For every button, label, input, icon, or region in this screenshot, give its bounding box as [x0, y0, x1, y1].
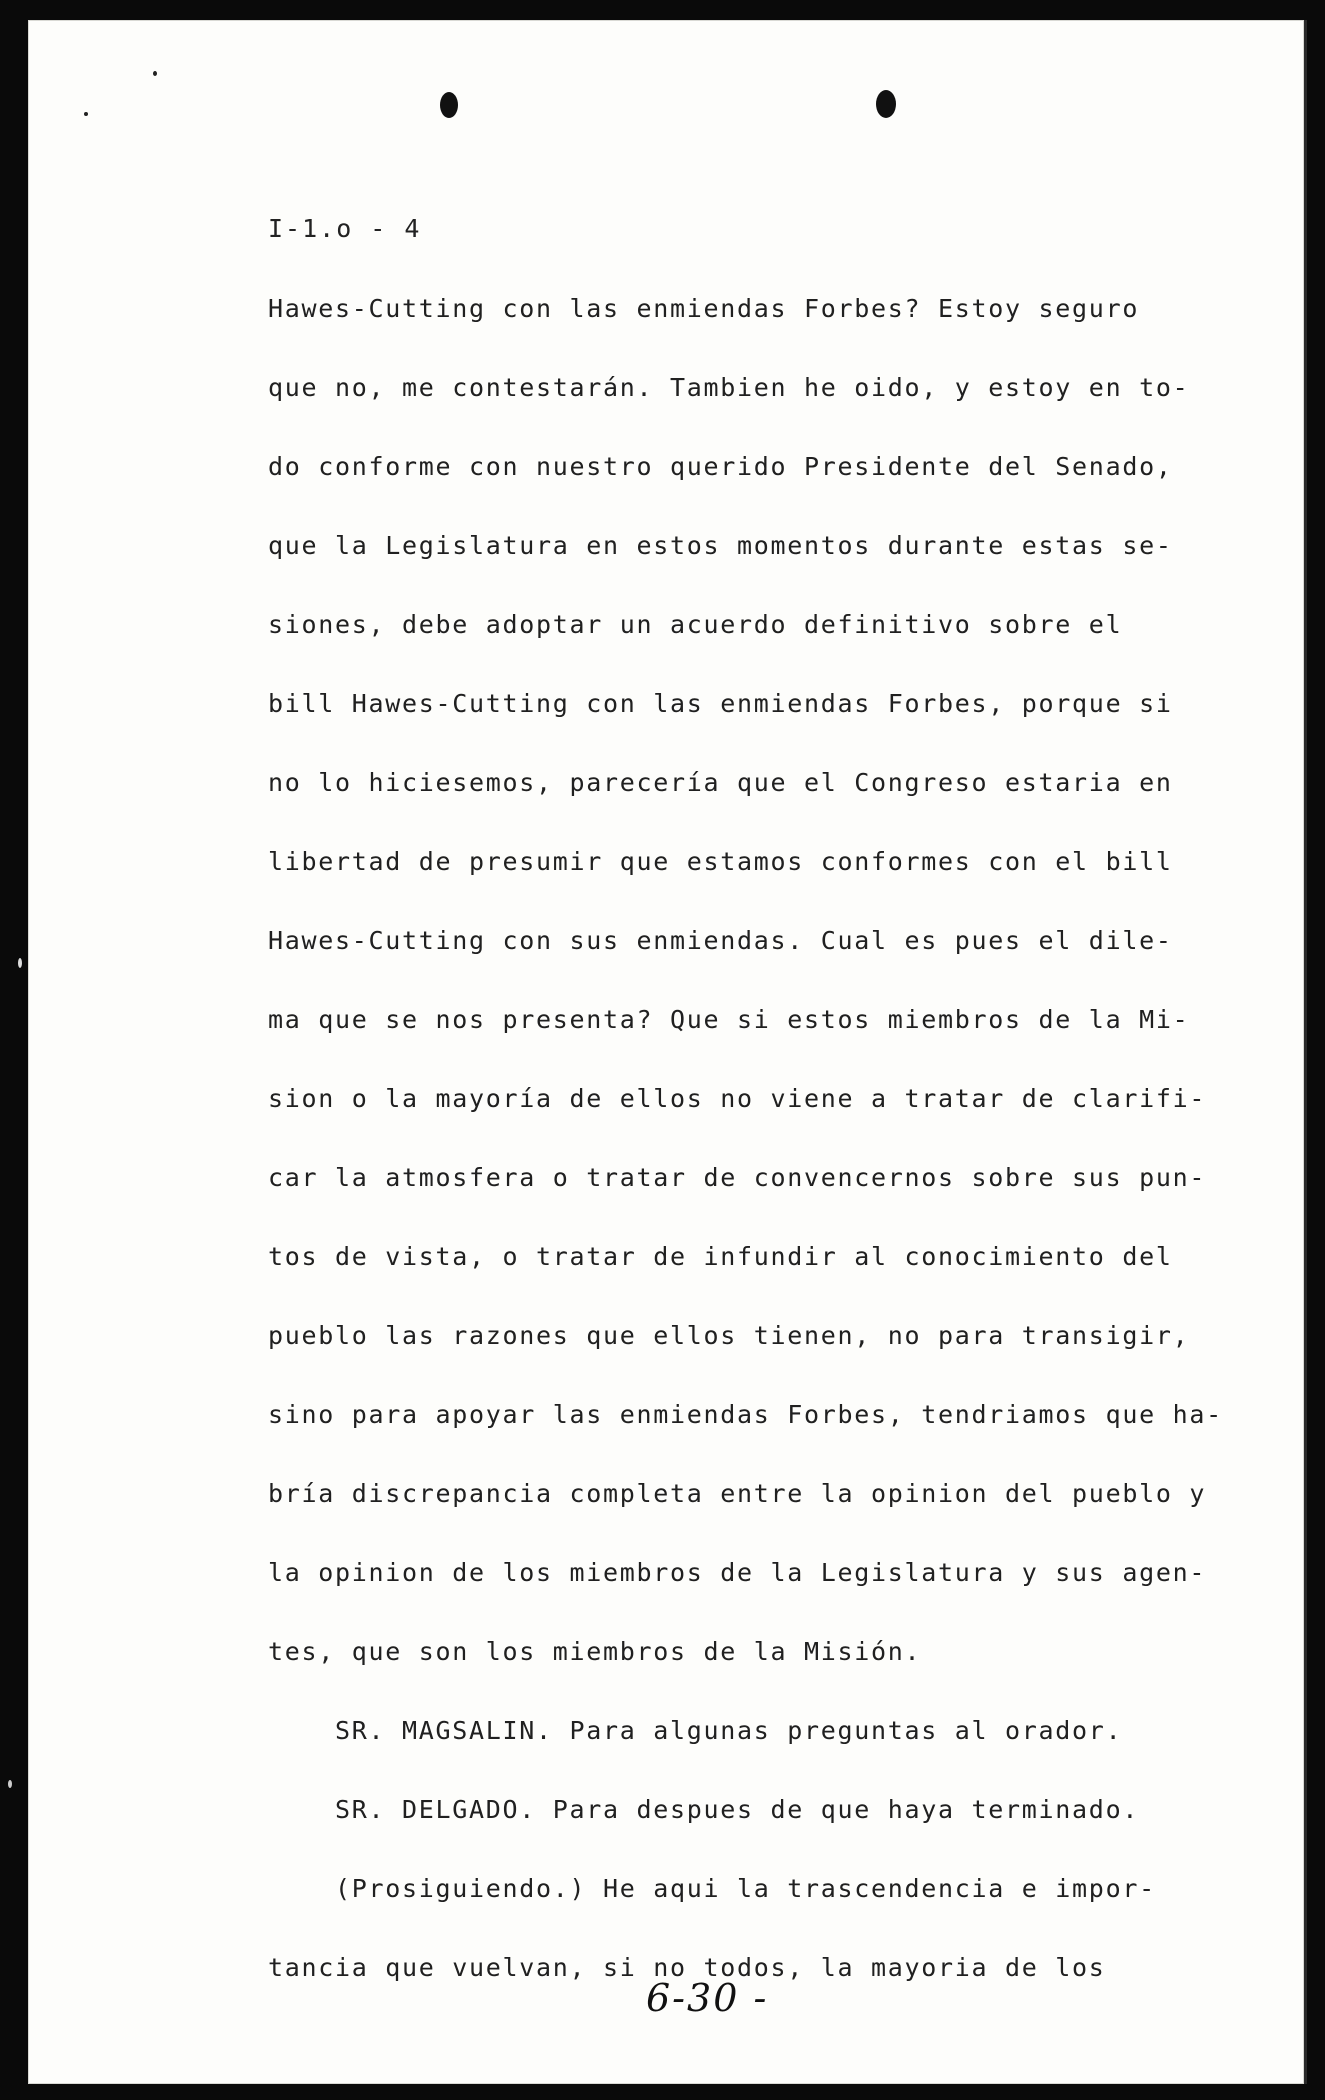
text-line: tancia que vuelvan, si no todos, la mayoria de los: [268, 1953, 1106, 1982]
text-line: no lo hiciesemos, parecería que el Congreso estaria en: [268, 768, 1173, 797]
text-line: Hawes-Cutting con sus enmiendas. Cual es pues el dile-: [268, 926, 1173, 955]
document-reference: I-1.o - 4: [268, 214, 422, 243]
page-edge-shadow: [1304, 20, 1307, 2084]
text-line: tos de vista, o tratar de infundir al conocimiento del: [268, 1242, 1173, 1271]
text-line: pueblo las razones que ellos tienen, no para transigir,: [268, 1321, 1190, 1350]
text-line: ma que se nos presenta? Que si estos miembros de la Mi-: [268, 1005, 1190, 1034]
text-line: do conforme con nuestro querido Presidente del Senado,: [268, 452, 1173, 481]
punch-hole-right: [876, 90, 896, 118]
dust-speck: [153, 71, 157, 76]
speaker-line: SR. MAGSALIN. Para algunas preguntas al orador.: [268, 1716, 1123, 1745]
document-page: [28, 20, 1304, 2084]
dust-speck: [18, 958, 22, 968]
text-line: sion o la mayoría de ellos no viene a tratar de clarifi-: [268, 1084, 1207, 1113]
handwritten-page-number: 6-30 -: [646, 1976, 769, 2020]
text-line: car la atmosfera o tratar de convencernos sobre sus pun-: [268, 1163, 1207, 1192]
text-line: bría discrepancia completa entre la opinion del pueblo y: [268, 1479, 1207, 1508]
text-line: tes, que son los miembros de la Misión.: [268, 1637, 922, 1666]
punch-hole-left: [440, 92, 458, 118]
text-line: sino para apoyar las enmiendas Forbes, tendriamos que ha-: [268, 1400, 1223, 1429]
text-line: libertad de presumir que estamos conformes con el bill: [268, 847, 1173, 876]
text-line: la opinion de los miembros de la Legislatura y sus agen-: [268, 1558, 1207, 1587]
dust-speck: [84, 112, 88, 116]
speaker-line: SR. DELGADO. Para despues de que haya terminado.: [268, 1795, 1140, 1824]
text-line: que no, me contestarán. Tambien he oido, y estoy en to-: [268, 373, 1190, 402]
dust-speck: [8, 1780, 12, 1788]
text-line: siones, debe adoptar un acuerdo definitivo sobre el: [268, 610, 1123, 639]
text-line: Hawes-Cutting con las enmiendas Forbes? Estoy seguro: [268, 294, 1140, 323]
text-line: (Prosiguiendo.) He aqui la trascendencia e impor-: [268, 1874, 1156, 1903]
text-line: bill Hawes-Cutting con las enmiendas Forbes, porque si: [268, 689, 1173, 718]
text-line: que la Legislatura en estos momentos durante estas se-: [268, 531, 1173, 560]
